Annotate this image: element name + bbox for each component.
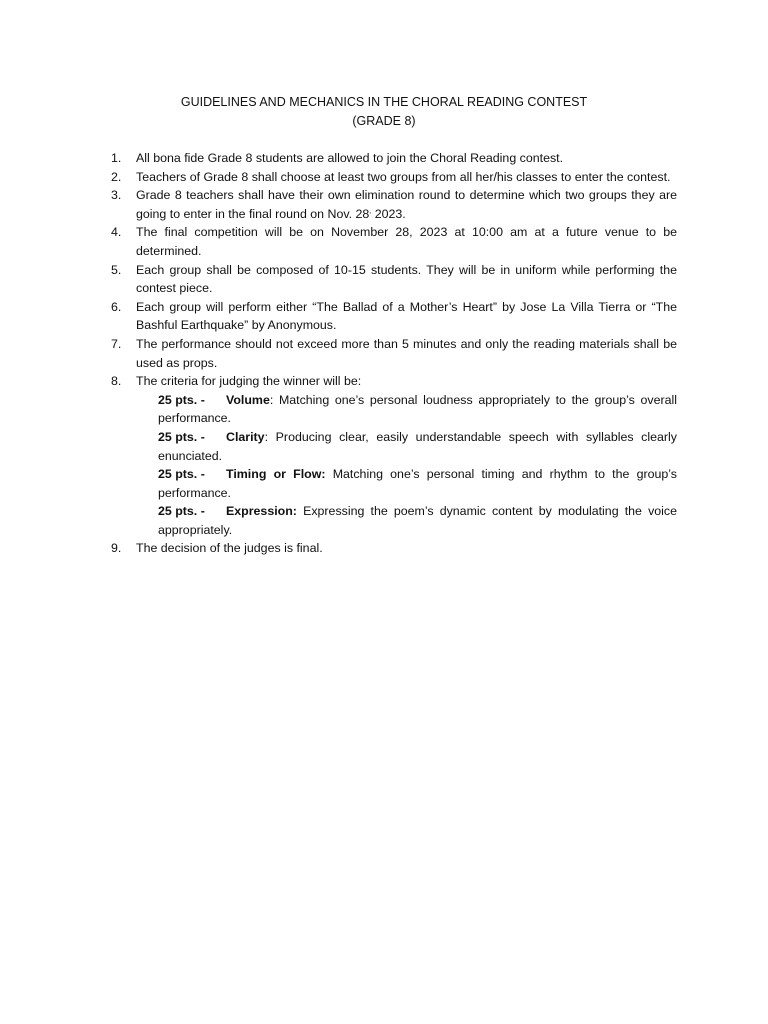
list-item [111, 223, 677, 260]
list-item [111, 539, 677, 558]
list-item [111, 335, 677, 372]
criterion-clarity [158, 428, 677, 465]
criterion-points: 25 pts. - [158, 467, 205, 482]
item-text: The decision of the judges is final. [136, 541, 323, 556]
criterion-points: 25 pts. - [158, 429, 205, 444]
item-text-part: 2023. [371, 206, 406, 221]
criterion-name: Clarity [226, 429, 265, 444]
list-item [111, 168, 677, 187]
guidelines-list [111, 149, 677, 558]
superscript-mark: , [369, 207, 372, 215]
item-text: Each group shall be composed of 10-15 students. They will be in uniform while performing the contest piece. [136, 262, 677, 296]
item-number: 3. [111, 188, 122, 203]
item-text: The final competition will be on November 28, 2023 at 10:00 am at a future venue to be determined. [136, 225, 677, 258]
criterion-points: 25 pts. - [158, 392, 205, 407]
item-number: 2. [111, 169, 122, 184]
document-title [0, 93, 768, 131]
item-number: 9. [111, 541, 122, 556]
criterion-separator: : [264, 429, 276, 444]
list-item [111, 372, 677, 539]
item-text-part: Grade 8 teachers shall have their own elimination round to determine which two groups they are going to enter in the final round on Nov. 28 [136, 188, 677, 221]
item-number: 6. [111, 299, 122, 314]
criterion-separator [326, 467, 333, 481]
criterion-expression [158, 502, 677, 539]
criterion-description: Expressing the poem’s dynamic content by modulating the voice appropriately. [158, 504, 677, 537]
criterion-volume [158, 391, 677, 428]
item-text: The performance should not exceed more than 5 minutes and only the reading materials shall be used as props. [136, 336, 677, 370]
criterion-name: Timing or Flow: [226, 467, 326, 482]
title-line-1: GUIDELINES AND MECHANICS IN THE CHORAL READING CONTEST [180, 95, 588, 109]
criterion-name: Expression: [226, 504, 297, 519]
item-number: 4. [111, 225, 122, 240]
list-item [111, 186, 677, 223]
item-number: 8. [111, 374, 122, 389]
criterion-separator: : [269, 392, 279, 407]
item-text: Each group will perform either “The Ballad of a Mother’s Heart” by Jose La Villa Tierra or “The Bashful Earthquake” by Anonymous. [136, 299, 677, 333]
list-item [111, 149, 677, 168]
item-body [136, 372, 677, 539]
item-text: All bona fide Grade 8 students are allowed to join the Choral Reading contest. [136, 151, 564, 165]
item-text [136, 186, 677, 223]
item-number: 1. [111, 151, 122, 165]
title-line-2: (GRADE 8) [352, 114, 416, 128]
item-text: Teachers of Grade 8 shall choose at least two groups from all her/his classes to enter the contest. [136, 169, 671, 184]
criterion-points: 25 pts. - [158, 504, 205, 519]
criteria-list [158, 391, 677, 540]
list-item [111, 298, 677, 335]
criterion-description: Matching one’s personal loudness appropriately to the group’s overall performance. [158, 392, 677, 426]
item-number: 5. [111, 262, 122, 277]
criterion-timing [158, 465, 677, 502]
criterion-description: Producing clear, easily understandable speech with syllables clearly enunciated. [158, 429, 677, 463]
list-item [111, 261, 677, 298]
item-text: The criteria for judging the winner will be: [136, 374, 362, 389]
criterion-description: Matching one’s personal timing and rhythm to the group’s performance. [158, 467, 677, 500]
item-number: 7. [111, 336, 122, 351]
criterion-name: Volume [226, 392, 270, 407]
